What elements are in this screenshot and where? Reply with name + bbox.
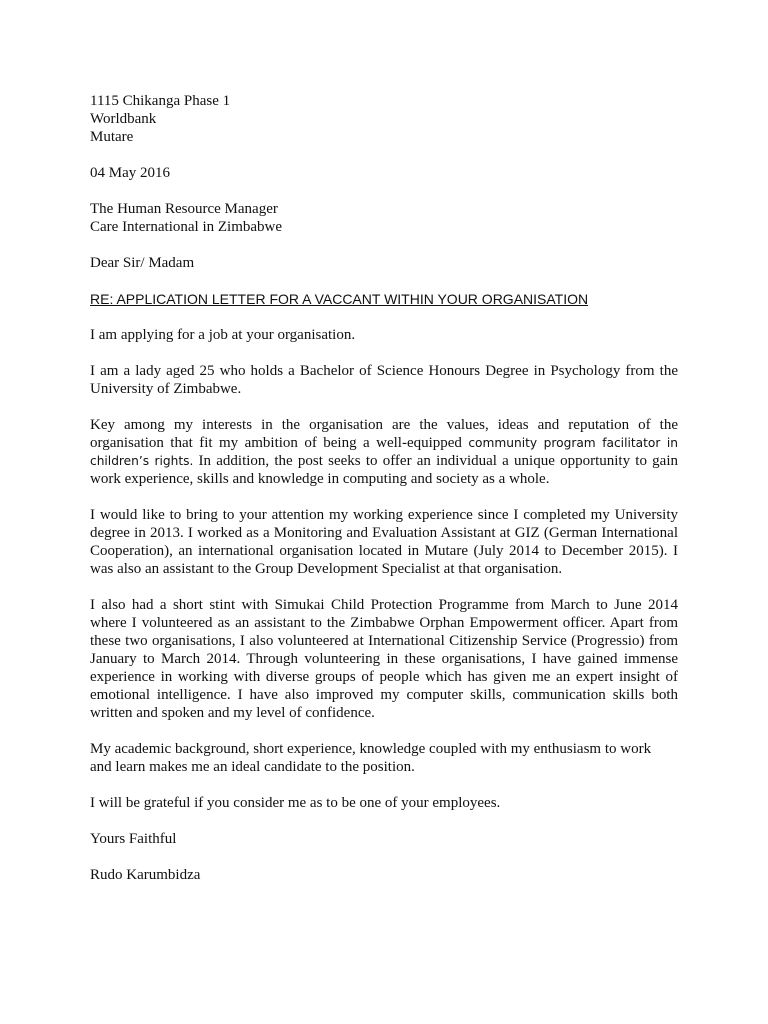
body-paragraph-2: I am a lady aged 25 who holds a Bachelor of Science Honours Degree in Psychology from the University of Zimbabwe. (90, 363, 678, 397)
paragraph-text: In addition, the post seeks to offer an individual a unique opportunity to gain work experience, skills and knowledge in computing and society as a whole. (90, 453, 678, 487)
paragraph-line: My academic background, short experience, knowledge coupled with my enthusiasm to work (90, 741, 652, 757)
body-paragraph-5: I also had a short stint with Simukai Child Protection Programme from March to June 2014 where I volunteered as an assistant to the Zimbabwe Orphan Empowerment officer. Apart from these two organisations, I also volunteered at International Citizenship Service (Progressio) from January to March 2014. Through volunteering in these organisations, I have gained immense experience in working with diverse groups of people which has given me an expert insight of emotional intelligence. I have also improved my computer skills, communication skills both written and spoken and my level of confidence. (90, 597, 678, 721)
signature-name: Rudo Karumbidza (90, 867, 201, 883)
letter-date: 04 May 2016 (90, 165, 170, 181)
body-paragraph-6 (90, 740, 678, 776)
sender-address-line: Worldbank (90, 111, 157, 127)
body-paragraph-1: I am applying for a job at your organisation. (90, 327, 356, 343)
recipient-address (90, 200, 678, 236)
paragraph-text: Key among my interests in the organisation are the values, ideas and reputation of the organisation that fit my ambition of being a well-equipped (90, 417, 678, 451)
sender-address-line: Mutare (90, 129, 134, 145)
salutation: Dear Sir/ Madam (90, 255, 195, 271)
subject-line: RE: APPLICATION LETTER FOR A VACCANT WITHIN YOUR ORGANISATION (90, 291, 589, 307)
paragraph-text-sans: community program facilitator in children’s rights. (90, 436, 678, 468)
letter-page (90, 92, 678, 884)
recipient-line: The Human Resource Manager (90, 201, 278, 217)
recipient-line: Care International in Zimbabwe (90, 219, 283, 235)
body-paragraph-4: I would like to bring to your attention my working experience since I completed my University degree in 2013. I worked as a Monitoring and Evaluation Assistant at GIZ (German International Cooperation), an international organisation located in Mutare (July 2014 to December 2015). I was also an assistant to the Group Development Specialist at that organisation. (90, 507, 678, 577)
body-paragraph-7: I will be grateful if you consider me as to be one of your employees. (90, 795, 501, 811)
sender-address-line: 1115 Chikanga Phase 1 (90, 93, 231, 109)
paragraph-line: and learn makes me an ideal candidate to the position. (90, 759, 415, 775)
closing: Yours Faithful (90, 831, 177, 847)
body-paragraph-3 (90, 416, 678, 488)
sender-address (90, 92, 678, 146)
